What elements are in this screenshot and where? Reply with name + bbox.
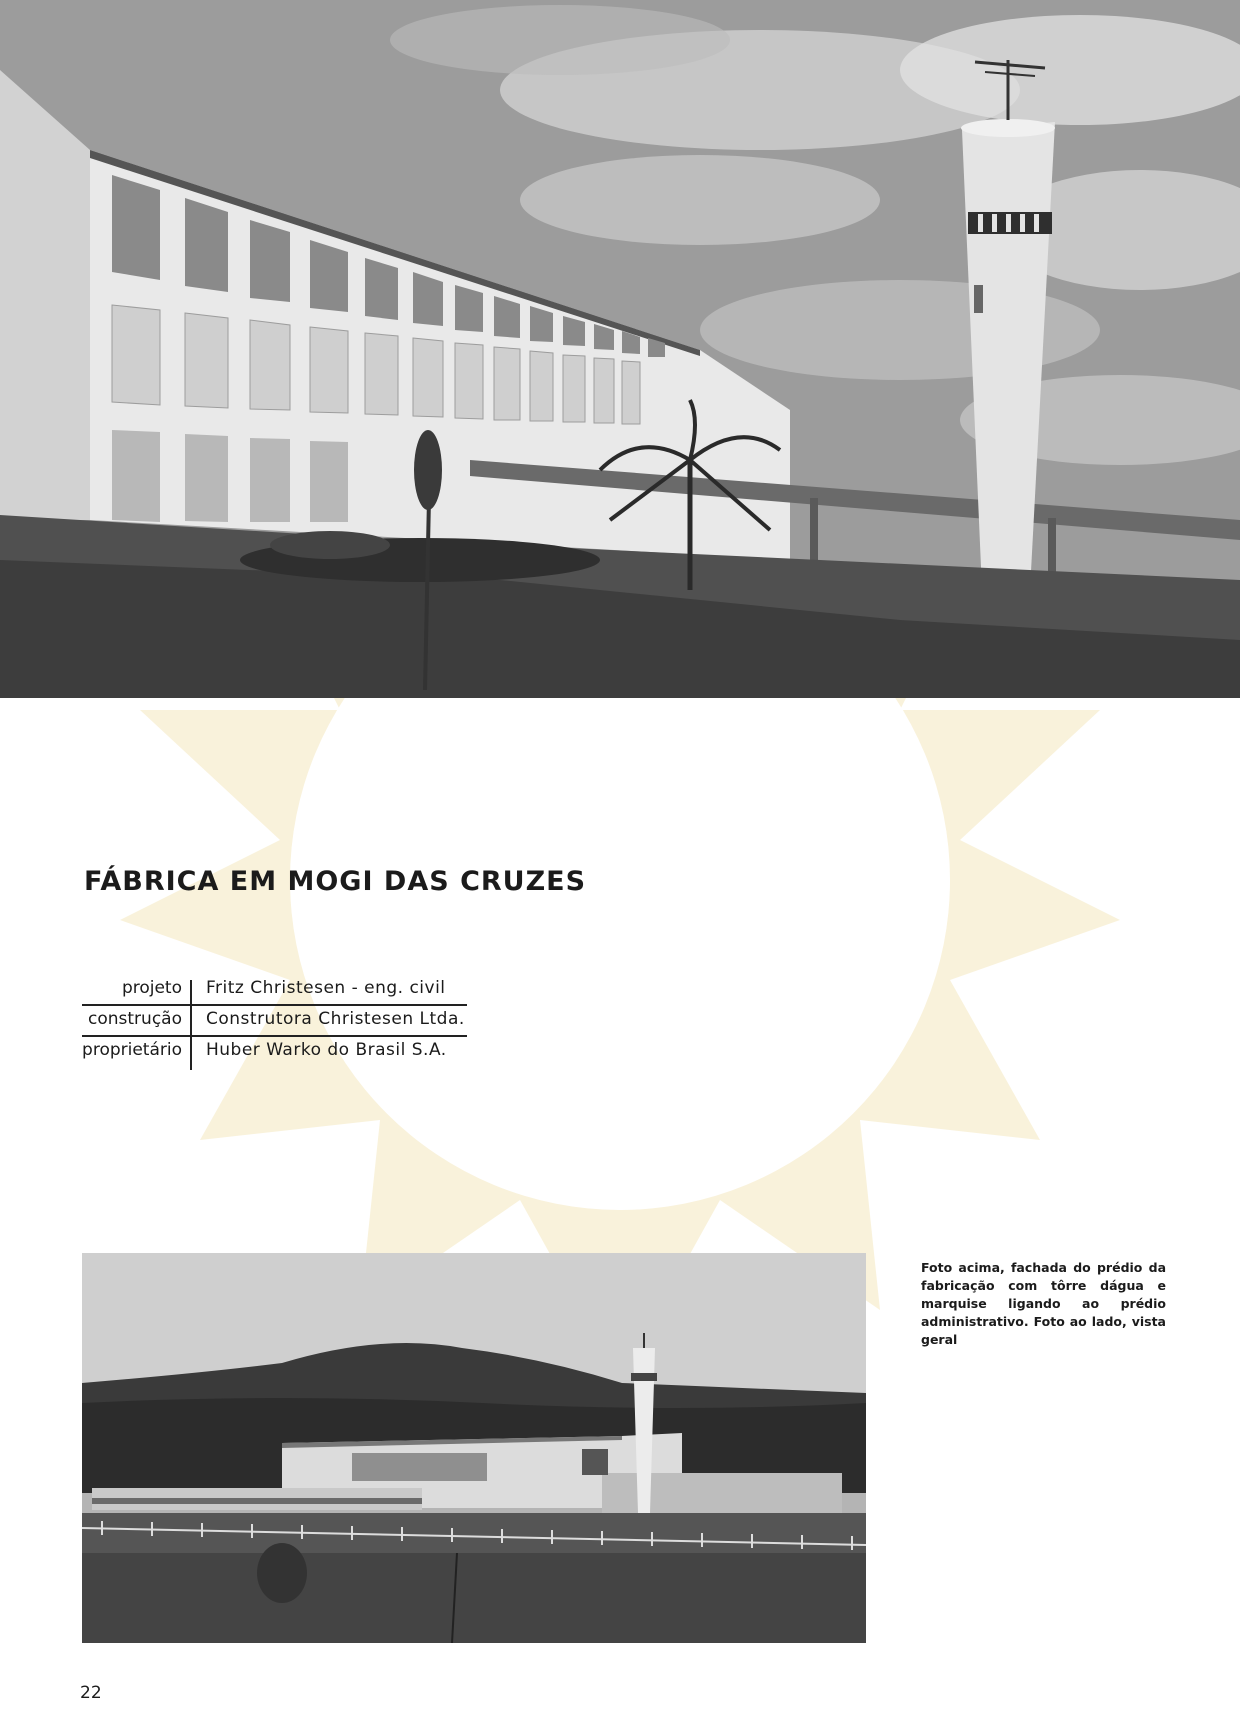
article-title: FÁBRICA EM MOGI DAS CRUZES [84,866,587,897]
credit-label: construção [88,1009,182,1029]
credit-row-construcao [82,1005,467,1036]
page-number: 22 [80,1683,102,1703]
credit-value: Fritz Christesen - eng. civil [206,978,446,998]
credit-label: projeto [121,978,182,998]
credit-row-projeto [82,974,467,1005]
credit-label: proprietário [82,1040,182,1060]
photo-caption: Foto acima, fachada do prédio da fabricação com tôrre dágua e marquise ligando ao prédio administrativo. Foto ao lado, vista geral [921,1260,1166,1347]
factory-facade-photo [0,0,1240,698]
credit-value: Construtora Christesen Ltda. [206,1009,465,1029]
credits-table [82,974,467,1067]
general-view-photo [82,1253,866,1643]
credit-value: Huber Warko do Brasil S.A. [206,1040,447,1060]
credit-row-proprietario [82,1036,467,1067]
